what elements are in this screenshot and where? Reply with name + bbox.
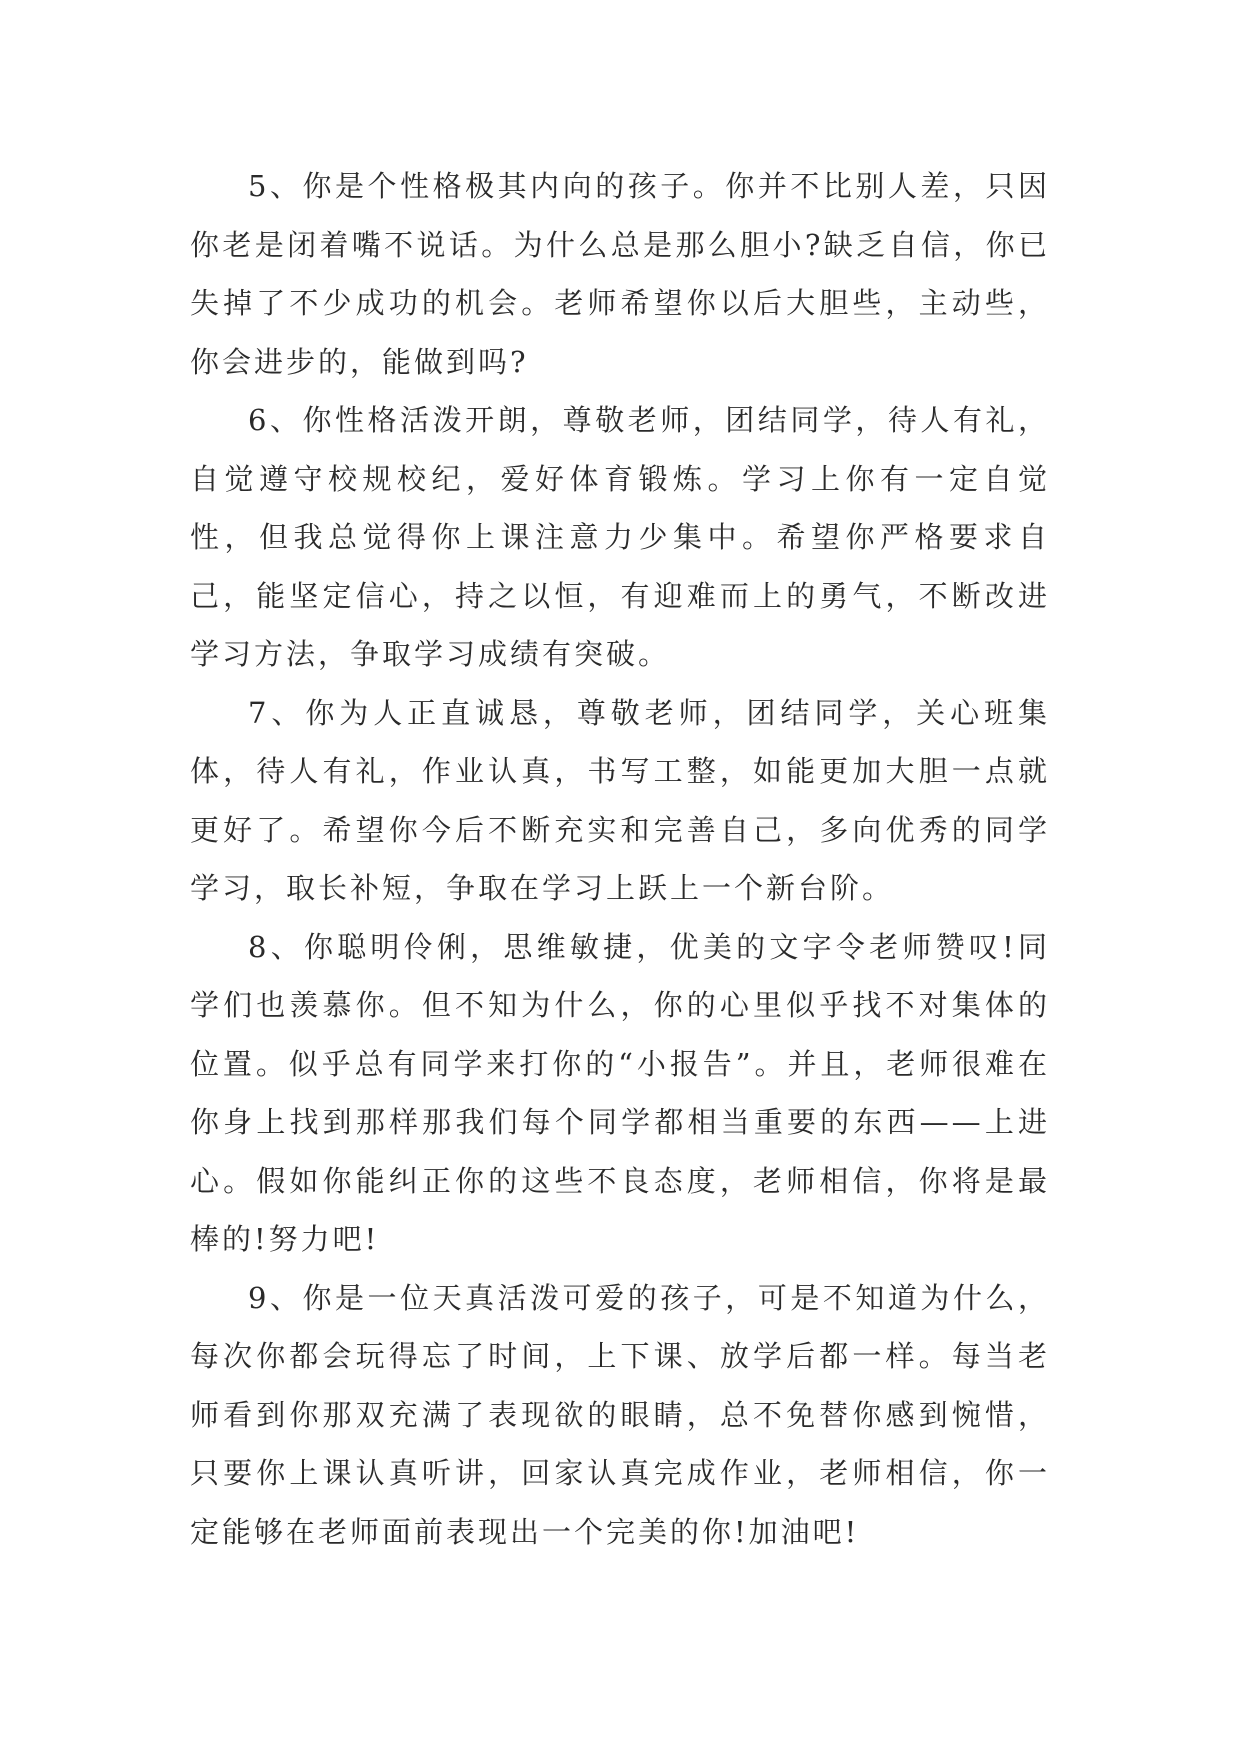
comment-paragraph-9: 9、你是一位天真活泼可爱的孩子，可是不知道为什么，每次你都会玩得忘了时间，上下课、放学后都一样。每当老师看到你那双充满了表现欲的眼睛，总不免替你感到惋惜，只要你上课认真听讲，回家认真完成作业，老师相信，你一定能够在老师面前表现出一个完美的你!加油吧!: [190, 1280, 1050, 1549]
comment-paragraph-5: 5、你是个性格极其内向的孩子。你并不比别人差，只因你老是闭着嘴不说话。为什么总是那么胆小?缺乏自信，你已失掉了不少成功的机会。老师希望你以后大胆些，主动些，你会进步的，能做到吗?: [190, 169, 1050, 379]
document-body: [190, 157, 1050, 1561]
comment-paragraph-7: 7、你为人正直诚恳，尊敬老师，团结同学，关心班集体，待人有礼，作业认真，书写工整，如能更加大胆一点就更好了。希望你今后不断充实和完善自己，多向优秀的同学学习，取长补短，争取在学习上跃上一个新台阶。: [190, 695, 1050, 905]
comment-paragraph-8: 8、你聪明伶俐，思维敏捷，优美的文字令老师赞叹!同学们也羡慕你。但不知为什么，你的心里似乎找不对集体的位置。似乎总有同学来打你的“小报告”。并且，老师很难在你身上找到那样那我们每个同学都相当重要的东西——上进心。假如你能纠正你的这些不良态度，老师相信，你将是最棒的!努力吧!: [190, 929, 1050, 1256]
comment-paragraph-6: 6、你性格活泼开朗，尊敬老师，团结同学，待人有礼，自觉遵守校规校纪，爱好体育锻炼。学习上你有一定自觉性，但我总觉得你上课注意力少集中。希望你严格要求自己，能坚定信心，持之以恒，有迎难而上的勇气，不断改进学习方法，争取学习成绩有突破。: [190, 403, 1050, 671]
